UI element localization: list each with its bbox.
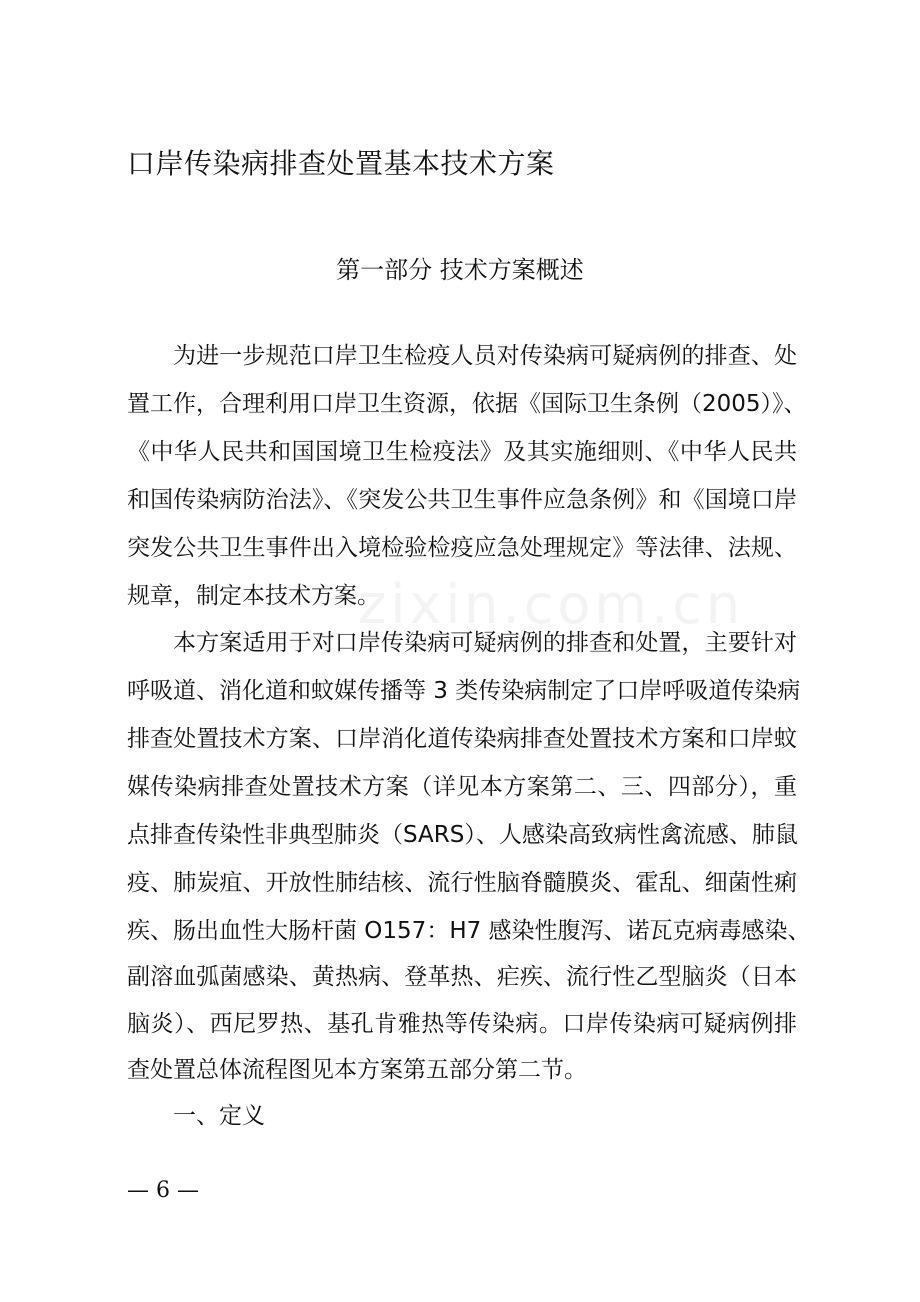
paragraph-line: 点排查传染性非典型肺炎（SARS）、人感染高致病性禽流感、肺鼠 [127, 822, 798, 848]
paragraph-line: 呼吸道、消化道和蚊媒传播等 3 类传染病制定了口岸呼吸道传染病 [127, 678, 801, 704]
part-heading: 第一部分 技术方案概述 [336, 256, 584, 284]
paragraph-line: 疾、肠出血性大肠杆菌 O157：H7 感染性腹泻、诺瓦克病毒感染、 [127, 918, 811, 944]
paragraph-line: 副溶血弧菌感染、黄热病、登革热、疟疾、流行性乙型脑炎（日本 [127, 964, 797, 990]
paragraph-line: 和国传染病防治法》、《突发公共卫生事件应急条例》和《国境口岸 [127, 487, 797, 513]
watermark: zixin.com.cn [358, 573, 745, 636]
page-number: — 6 — [127, 1178, 199, 1203]
paragraph-line: 《中华人民共和国国境卫生检疫法》及其实施细则、《中华人民共 [127, 439, 797, 465]
paragraph-line: 媒传染病排查处置技术方案（详见本方案第二、三、四部分），重 [127, 774, 797, 800]
paragraph-line: 排查处置技术方案、口岸消化道传染病排查处置技术方案和口岸蚊 [127, 726, 797, 752]
document-title: 口岸传染病排查处置基本技术方案 [127, 147, 555, 180]
paragraph-line: 规章，制定本技术方案。 [127, 583, 380, 609]
section-heading: 一、定义 [173, 1103, 265, 1129]
paragraph-line: 为进一步规范口岸卫生检疫人员对传染病可疑病例的排查、处 [173, 343, 797, 369]
paragraph-line: 本方案适用于对口岸传染病可疑病例的排查和处置，主要针对 [173, 630, 797, 656]
paragraph-line: 查处置总体流程图见本方案第五部分第二节。 [127, 1057, 587, 1083]
paragraph-line: 脑炎）、西尼罗热、基孔肯雅热等传染病。口岸传染病可疑病例排 [127, 1011, 797, 1037]
paragraph-line: 突发公共卫生事件出入境检验检疫应急处理规定》等法律、法规、 [127, 535, 797, 561]
paragraph-line: 疫、肺炭疽、开放性肺结核、流行性脑脊髓膜炎、霍乱、细菌性痢 [127, 870, 797, 896]
paragraph-line: 置工作，合理利用口岸卫生资源，依据《国际卫生条例（2005）》、 [127, 391, 807, 417]
